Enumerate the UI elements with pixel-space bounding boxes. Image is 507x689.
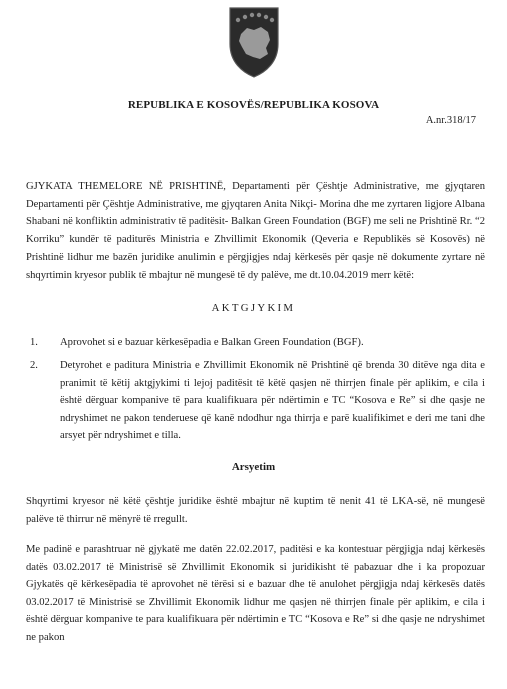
republic-title: REPUBLIKA E KOSOVËS/REPUBLIKA KOSOVA <box>127 99 380 111</box>
judgment-heading: AKTGJYKIM <box>211 302 296 314</box>
list-item <box>26 334 485 351</box>
intro-paragraph: GJYKATA THEMELORE NË PRISHTINË, Departamenti për Çështje Administrative, me gjyqtaren Departamenti për Çështje Administrative, me gjyqtaren Anita Nikçi- Morina dhe me zyrtaren ligjore Albana Shabani në konfliktin administrativ të paditësit- Balkan Green Foundation (BGF) me seli ne Prishtinë Rr. “2 Korriku” kundër të paditurës Ministria e Zhvillimit Ekonomik (Qeveria e Republikës së Kosovës) në Prishtinë lidhur me bazën juridike anulimin e përgjigjes ndaj kërkesës për qasje në dokumente zyrtare në shqyrtimin kryesor publik të mbajtur në mungesë të dy palëve, me dt.10.04.2019 merr këtë: <box>26 181 485 281</box>
reasoning-paragraph-2: Me padinë e parashtruar në gjykatë me datën 22.02.2017, paditësi e ka kontestuar përgjigja ndaj kërkesës datës 03.02.2017 të Ministrisë së Zhvillimit Ekonomik si juridikisht të pabazuar dhe i ka propozuar Gjykatës që kërkesëpadia të aprovohet në tërësi si e bazuar dhe të anulohet përgjigja ndaj kërkesës datës 03.02.2017 të Ministrisë se Zhvillimit Ekonomik lidhur me qasjen në thirrjen finale për aplikim, e cila i është dërguar kompanive te para kualifikuara për ndërtimin e TC “Kosova e Re” si dhe qasje ne ndryshimet ne pakon <box>26 544 485 643</box>
case-number: A.nr.318/17 <box>425 115 476 126</box>
reasoning-paragraph-1: Shqyrtimi kryesor në këtë çështje juridike është mbajtur në kuptim të nenit 41 të LKA-së, në mungesë palëve të thirrur në mënyrë të rregullt. <box>26 496 485 525</box>
item-text: Aprovohet si e bazuar kërkesëpadia e Balkan Green Foundation (BGF). <box>60 337 364 348</box>
item-number: 1. <box>30 337 38 348</box>
judgment-items <box>26 334 485 444</box>
kosovo-coat-of-arms-icon <box>224 4 284 80</box>
item-number: 2. <box>30 360 38 372</box>
item-text: Detyrohet e paditura Ministria e Zhvillimit Ekonomik në Prishtinë që brenda 30 ditëve nga dita e pranimit të këtij aktgjykimi ti lejoj paditësit të këtë qasjen në thirrjen finale për aplikim, e cila i është dërguar kompanive të para kualifikuara për ndërtimin e TC “Kosova e Re” si dhe qasje ne ndryshimet ne pakon tenderuese që kanë ndodhur nga thirrja e parë kualifikimet e deri me tani dhe arsyet për ndryshimet e tilla. <box>60 360 485 442</box>
reasoning-heading: Arsyetim <box>231 461 276 473</box>
list-item <box>26 357 485 444</box>
